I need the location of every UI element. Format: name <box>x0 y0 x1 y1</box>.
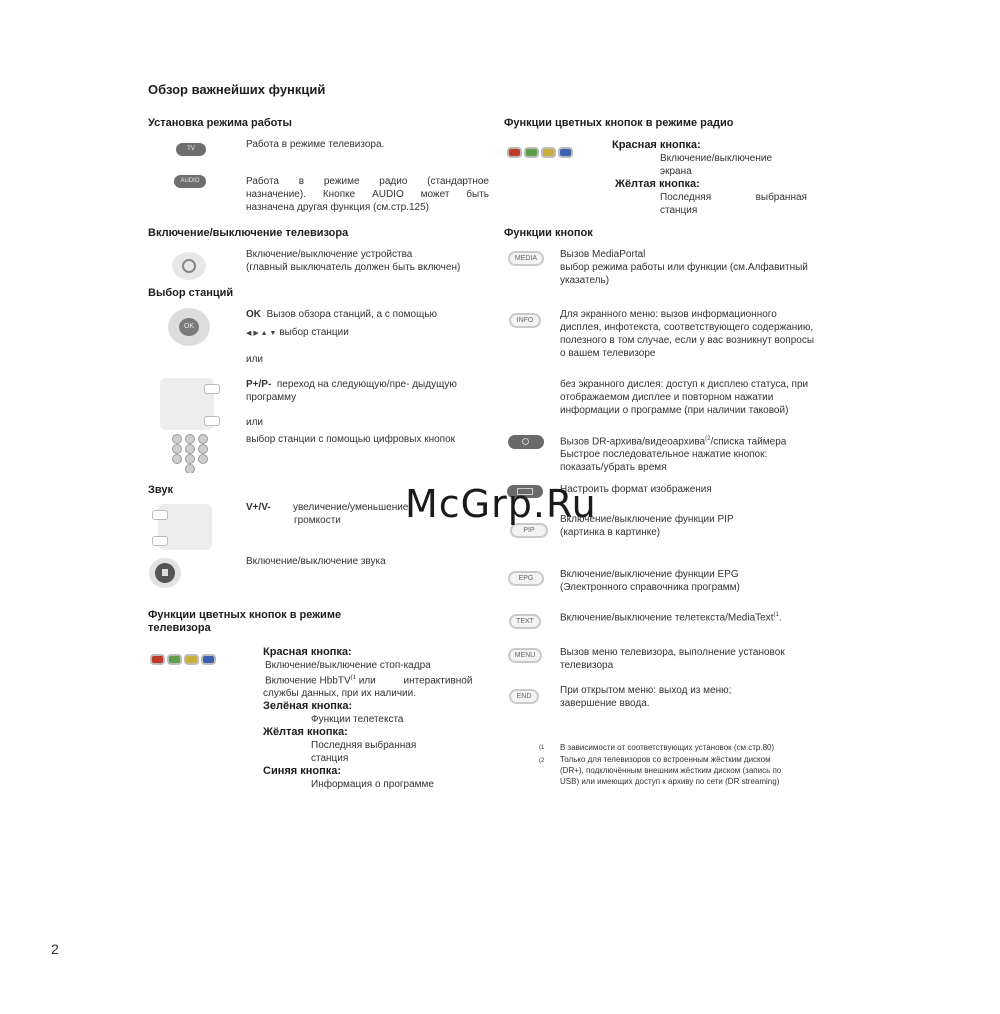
digit-keys-icon <box>170 433 210 473</box>
color-tv-descriptions: Красная кнопка: Включение/выключение стоп-кадра Включение HbbTV$^{(1}$ или интерактивной службы данных, при их наличии. Зелёная кнопка: Функции телетекста Жёлтая кнопка: Последняя выбранная станция Синяя кнопка: Информация о программе <box>263 646 473 791</box>
epg-text: Включение/выключение функции EPG (Электронного справочника программ) <box>560 569 740 593</box>
teletext-text: Включение/выключение телетекста/MediaText$^{(1}$. <box>560 612 782 624</box>
ok-text: OK Вызов обзора станций, а с помощью <box>246 309 438 320</box>
arrows-text: ◀ ▶ ▲ ▼ выбор станции <box>246 327 349 338</box>
yellow-key-icon <box>541 147 556 158</box>
color-keys-tv-icon <box>150 651 218 669</box>
footnote-2-text: Только для телевизоров со встроенным жёстким диском (DR+), подключённым внешним жёстким диском (запись по USB) или имеющих доступ к архиву по сети (DR streaming) <box>560 755 782 786</box>
green-key-icon <box>524 147 539 158</box>
info-button-icon: INFO <box>509 313 541 328</box>
audio-button-icon: AUDIO <box>174 175 206 188</box>
ok-dpad-icon: OK <box>168 308 210 346</box>
tv-button-icon: TV <box>176 143 206 156</box>
end-text: При открытом меню: выход из меню; завершение ввода. <box>560 685 732 709</box>
dr-archive-text: Вызов DR-архива/видеоархива$^{(2}$/списка таймера Быстрое последовательное нажатие кнопок: показать/убрать время <box>560 436 787 474</box>
page-title: Обзор важнейших функций <box>148 82 326 97</box>
power-icon <box>172 252 206 280</box>
epg-button-icon: EPG <box>508 571 544 586</box>
menu-text: Вызов меню телевизора, выполнение установок телевизора <box>560 647 785 671</box>
color-radio-heading: Функции цветных кнопок в режиме радио <box>504 117 734 129</box>
volume-text: V+/V- увеличение/уменьшение громкости <box>246 502 409 526</box>
blue-key-icon <box>201 654 216 665</box>
or-text-1: или <box>246 354 264 365</box>
red-key-icon <box>150 654 165 665</box>
color-radio-descriptions: Красная кнопка: Включение/выключение экрана Жёлтая кнопка: Последняя выбранная станция <box>612 139 807 216</box>
mute-text: Включение/выключение звука <box>246 556 386 567</box>
pip-text: Включение/выключение функции PIP (картинка в картинке) <box>560 514 734 538</box>
color-keys-radio-icon <box>507 144 575 162</box>
text-button-icon: TEXT <box>509 614 541 629</box>
stations-heading: Выбор станций <box>148 287 234 299</box>
digits-text: выбор станции с помощью цифровых кнопок <box>246 434 456 445</box>
program-rocker-icon <box>160 378 214 430</box>
power-heading: Включение/выключение телевизора <box>148 227 349 239</box>
media-text: Вызов MediaPortal выбор режима работы или функции (см.Алфавитный указатель) <box>560 249 808 286</box>
info-text: Для экранного меню: вызов информационного дисплея, инфотекста, соответствующего содержанию, полезного в том случае, если у вас возникнут вопросы о вашем телевизоре <box>560 309 815 359</box>
watermark: McGrp.Ru <box>405 482 597 526</box>
menu-button-icon: MENU <box>508 648 542 663</box>
color-tv-heading: Функции цветных кнопок в режиме телевизора <box>148 609 342 634</box>
mode-heading: Установка режима работы <box>148 117 292 129</box>
green-key-icon <box>167 654 182 665</box>
picture-format-text: Настроить формат изображения <box>560 484 712 495</box>
dr-archive-button-icon <box>508 435 544 449</box>
footnote-1-text: В зависимости от соответствующих установок (см.стр.80) <box>560 743 775 752</box>
footnote-2-mark: (2 <box>539 758 545 764</box>
blue-key-icon <box>558 147 573 158</box>
power-text: Включение/выключение устройства (главный выключатель должен быть включен) <box>246 249 461 273</box>
info-status-text: без экранного дислея: доступ к дисплею статуса, при отображаемом дисплее и повторном нажатии информации о программе (при наличии таковой) <box>560 379 809 416</box>
mute-icon <box>149 558 181 588</box>
audio-mode-text: Работа в режиме радио (стандартное назначение). Кнопке AUDIO может быть назначена другая функция (см.стр.125) <box>246 176 489 213</box>
sound-heading: Звук <box>148 484 174 496</box>
volume-rocker-icon <box>158 504 212 550</box>
media-button-icon: MEDIA <box>508 251 544 266</box>
arrow-keys-icon: ◀ ▶ ▲ ▼ <box>246 330 277 337</box>
page-number: 2 <box>51 941 59 957</box>
footnote-1-mark: (1 <box>539 745 545 751</box>
buttons-heading: Функции кнопок <box>504 227 593 239</box>
pip-button-icon: PIP <box>510 523 548 538</box>
tv-mode-text: Работа в режиме телевизора. <box>246 139 385 150</box>
red-key-icon <box>507 147 522 158</box>
end-button-icon: END <box>509 689 539 704</box>
or-text-2: или <box>246 417 264 428</box>
pp-text: P+/P- переход на следующую/пре- дыдущую программу <box>246 379 457 403</box>
yellow-key-icon <box>184 654 199 665</box>
